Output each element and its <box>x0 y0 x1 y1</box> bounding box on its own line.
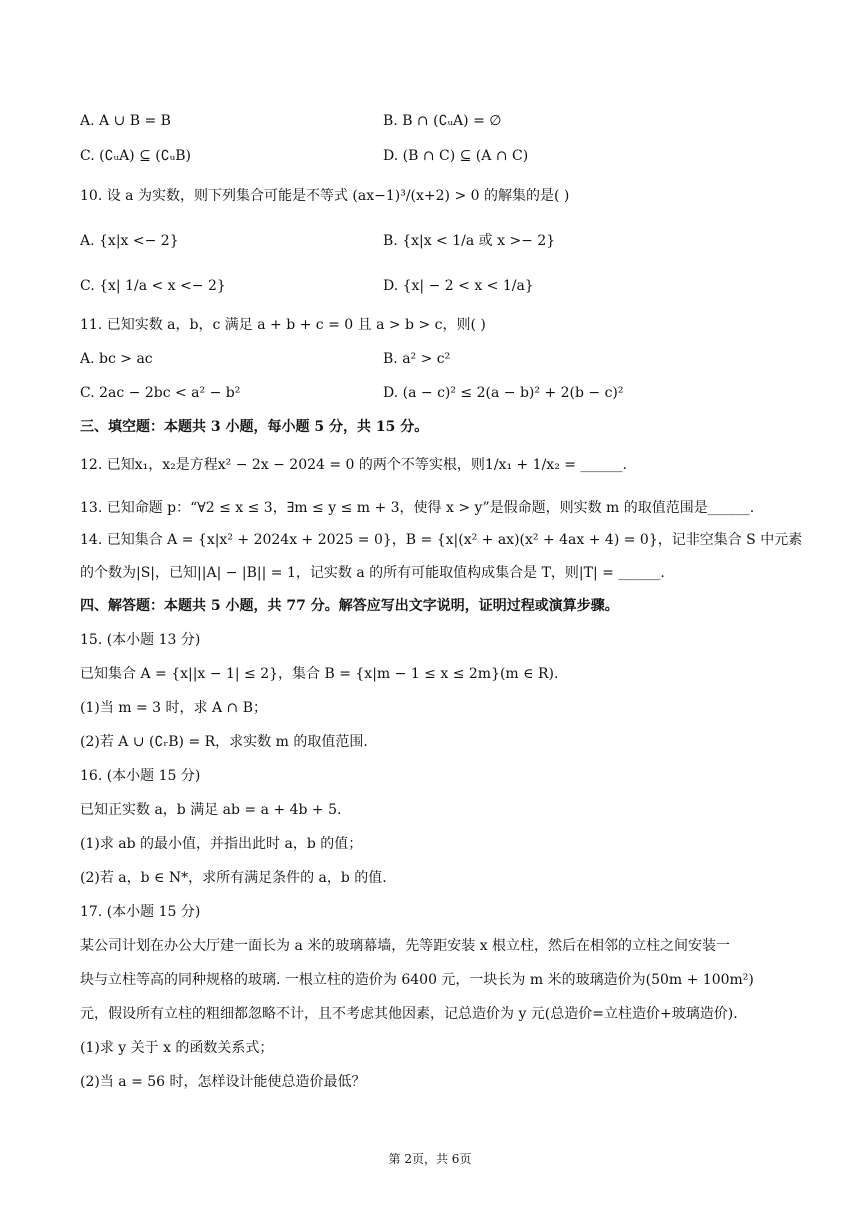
q10-option-b: B. {x|x < 1/a 或 x >− 2} <box>383 233 556 249</box>
q15-part-1: (1)当 m = 3 时，求 A ∩ B； <box>80 700 268 716</box>
q15-header: 15. (本小题 13 分) <box>80 632 201 648</box>
q15-stem: 已知集合 A = {x||x − 1| ≤ 2}，集合 B = {x|m − 1 ≤ x ≤ 2m}(m ∈ R). <box>80 666 559 682</box>
q16-part-2: (2)若 a，b ∈ N*，求所有满足条件的 a，b 的值. <box>80 870 387 886</box>
q10-stem: 10. 设 a 为实数，则下列集合可能是不等式 (ax−1)³/(x+2) > 0 的解集的是( ) <box>80 188 570 204</box>
q13-stem: 13. 已知命题 p：“∀2 ≤ x ≤ 3，∃m ≤ y ≤ m + 3，使得 x > y”是假命题，则实数 m 的取值范围是______. <box>80 500 755 516</box>
section-3-heading: 三、填空题：本题共 3 小题，每小题 5 分，共 15 分。 <box>80 419 429 435</box>
q17-part-2: (2)当 a = 56 时，怎样设计能使总造价最低？ <box>80 1074 366 1090</box>
q12-stem: 12. 已知x₁，x₂是方程x² − 2x − 2024 = 0 的两个不等实根，则1/x₁ + 1/x₂ = ______. <box>80 457 627 473</box>
q10-option-c: C. {x| 1/a < x <− 2} <box>80 278 226 294</box>
q9-option-a: A. A ∪ B = B <box>80 113 171 129</box>
q9-option-b: B. B ∩ (∁ᵤA) = ∅ <box>383 113 502 129</box>
q11-stem: 11. 已知实数 a，b，c 满足 a + b + c = 0 且 a > b > c，则( ) <box>80 317 486 333</box>
q14-stem-line1: 14. 已知集合 A = {x|x² + 2024x + 2025 = 0}，B = {x|(x² + ax)(x² + 4ax + 4) = 0}，记非空集合 S 中元素 <box>80 532 803 548</box>
q9-option-c: C. (∁ᵤA) ⊆ (∁ᵤB) <box>80 148 191 164</box>
q17-stem-line2: 块与立柱等高的同种规格的玻璃. 一根立柱的造价为 6400 元，一块长为 m 米的玻璃造价为(50m + 100m²) <box>80 972 754 988</box>
q11-option-d: D. (a − c)² ≤ 2(a − b)² + 2(b − c)² <box>383 385 624 401</box>
q10-option-d: D. {x| − 2 < x < 1/a} <box>383 278 534 294</box>
q9-option-d: D. (B ∩ C) ⊆ (A ∩ C) <box>383 148 529 164</box>
q16-stem: 已知正实数 a，b 满足 ab = a + 4b + 5. <box>80 802 342 818</box>
q14-stem-line2: 的个数为|S|，已知||A| − |B|| = 1，记实数 a 的所有可能取值构成集合是 T，则|T| = ______. <box>80 565 665 581</box>
q11-option-b: B. a² > c² <box>383 351 451 367</box>
q11-option-a: A. bc > ac <box>80 351 153 367</box>
q17-part-1: (1)求 y 关于 x 的函数关系式； <box>80 1040 274 1056</box>
q17-stem-line3: 元，假设所有立柱的粗细都忽略不计，且不考虑其他因素，记总造价为 y 元(总造价=立柱造价+玻璃造价). <box>80 1006 738 1022</box>
q11-option-c: C. 2ac − 2bc < a² − b² <box>80 385 241 401</box>
q10-option-a: A. {x|x <− 2} <box>80 233 179 249</box>
q16-header: 16. (本小题 15 分) <box>80 768 201 784</box>
section-4-heading: 四、解答题：本题共 5 小题，共 77 分。解答应写出文字说明，证明过程或演算步骤。 <box>80 598 619 614</box>
q15-part-2: (2)若 A ∪ (∁ᵣB) = R，求实数 m 的取值范围. <box>80 734 368 750</box>
q16-part-1: (1)求 ab 的最小值，并指出此时 a，b 的值； <box>80 836 363 852</box>
page-footer: 第 2页，共 6页 <box>388 1152 472 1166</box>
q17-stem-line1: 某公司计划在办公大厅建一面长为 a 米的玻璃幕墙，先等距安装 x 根立柱，然后在相邻的立柱之间安装一 <box>80 938 731 954</box>
q17-header: 17. (本小题 15 分) <box>80 904 201 920</box>
